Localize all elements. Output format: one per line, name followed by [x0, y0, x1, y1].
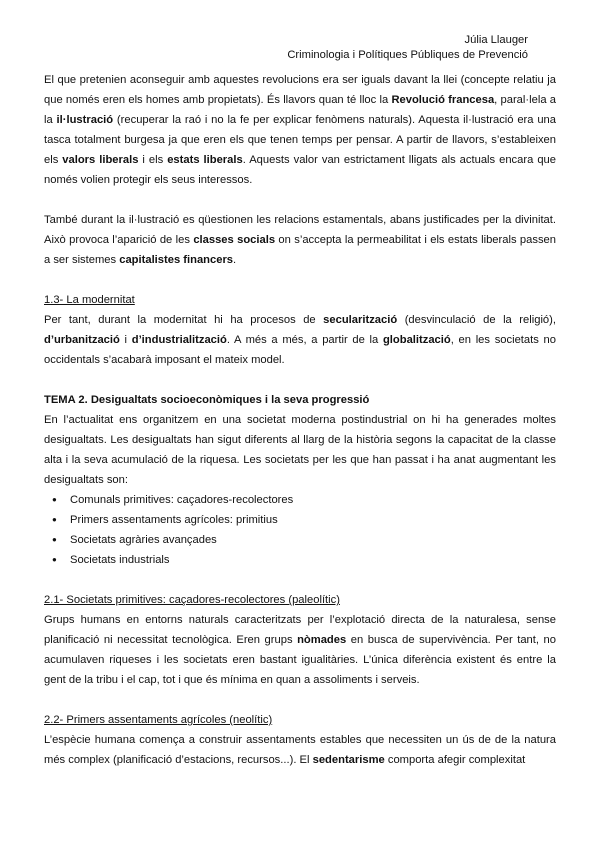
text: Grups humans en entorns naturals caracteritzats per l’explotació directa de la naturalesa, sense planificació ni necessitat tecnològica. Eren grups: [44, 614, 556, 646]
bold-term: Revolució francesa: [391, 94, 495, 106]
course-name: Criminologia i Polítiques Públiques de Prevenció: [287, 49, 528, 61]
section-heading-1-3: 1.3- La modernitat: [44, 294, 135, 306]
bold-term: d’urbanització: [44, 334, 120, 346]
paragraph-classes: [44, 210, 556, 270]
page-header: [287, 33, 528, 63]
list-item: ● Comunals primitives: caçadores-recolectores: [70, 490, 556, 510]
bold-term: capitalistes financers: [119, 254, 234, 266]
text: (recuperar la raó i no la fe per explicar fenòmens naturals). Aquesta il·lustració era una tasca totalment burgesa ja que eren els que tenen temps per pensar. A partir de llavors, s’estableixen els: [44, 114, 556, 166]
text: . Aquests valor van estrictament lligats als actuals encara que només volien protegir els seus interessos.: [44, 154, 556, 186]
paragraph-revolution: [44, 70, 556, 190]
text: comporta afegir complexitat: [384, 754, 526, 766]
text: , paral·lela a la: [44, 94, 556, 126]
tema-2-heading: TEMA 2. Desigualtats socioeconòmiques i la seva progressió: [44, 394, 370, 406]
bold-term: secularització: [323, 314, 398, 326]
section-heading-2-2: 2.2- Primers assentaments agrícoles (neolític): [44, 714, 273, 726]
text: Per tant, durant la modernitat hi ha procesos de: [44, 314, 324, 326]
bold-term: valors liberals: [62, 154, 139, 166]
text: L’espècie humana comença a construir assentaments estables que necessiten un ús de de la natura més complex (planificació d’estacions, recursos...). El: [44, 734, 556, 766]
bold-term: globalització: [382, 334, 451, 346]
text: (desvinculació de la religió),: [397, 314, 556, 326]
list-item: ● Primers assentaments agrícoles: primitius: [70, 510, 556, 530]
paragraph-modernitat: [44, 310, 556, 370]
bold-term: il·lustració: [56, 114, 114, 126]
bold-term: estats liberals: [167, 154, 243, 166]
text: .: [233, 254, 237, 266]
bold-term: d’industrialització: [131, 334, 227, 346]
paragraph-tema2: En l’actualitat ens organitzem en una societat moderna postindustrial on hi ha generades moltes desigualtats. Les desigualtats han sigut diferents al llarg de la història segons la capacitat de la classe alta i la seva acumulació de la riquesa. Les societats per les que han passat i ha anat augmentant les desigualtats son:: [44, 414, 556, 486]
document-body: [44, 70, 556, 770]
society-list: [44, 490, 556, 570]
list-item: ● Societats industrials: [70, 550, 556, 570]
bold-term: sedentarisme: [312, 754, 385, 766]
bold-term: nòmades: [297, 634, 347, 646]
text: i: [119, 334, 132, 346]
paragraph-paleolitic: [44, 610, 556, 690]
author-name: Júlia Llauger: [464, 34, 528, 46]
paragraph-neolitic: [44, 730, 556, 770]
list-item: ● Societats agràries avançades: [70, 530, 556, 550]
text: . A més a més, a partir de la: [226, 334, 383, 346]
text: en busca de supervivència. Per tant, no acumulaven riqueses i les societats eren bastant igualitàries. L’única diferència existent és entre la gent de la tribu i el cap, tot i que és mínima en quan a assoliments i serveis.: [44, 634, 556, 686]
text: El que pretenien aconseguir amb aquestes revolucions era ser iguals davant la llei (concepte relatiu ja que només eren els homes amb propietats). És llavors quan té lloc la: [44, 74, 556, 106]
text: , en les societats no occidentals s’acabarà imposant el mateix model.: [44, 334, 556, 366]
text: i els: [138, 154, 168, 166]
section-heading-2-1: 2.1- Societats primitives: caçadores-recolectores (paleolític): [44, 594, 340, 606]
bold-term: classes socials: [193, 234, 276, 246]
text: on s’accepta la permeabilitat i els estats liberals passen a ser sistemes: [44, 234, 556, 266]
text: També durant la il·lustració es qüestionen les relacions estamentals, abans justificades per la divinitat. Això provoca l’aparició de les: [44, 214, 556, 246]
